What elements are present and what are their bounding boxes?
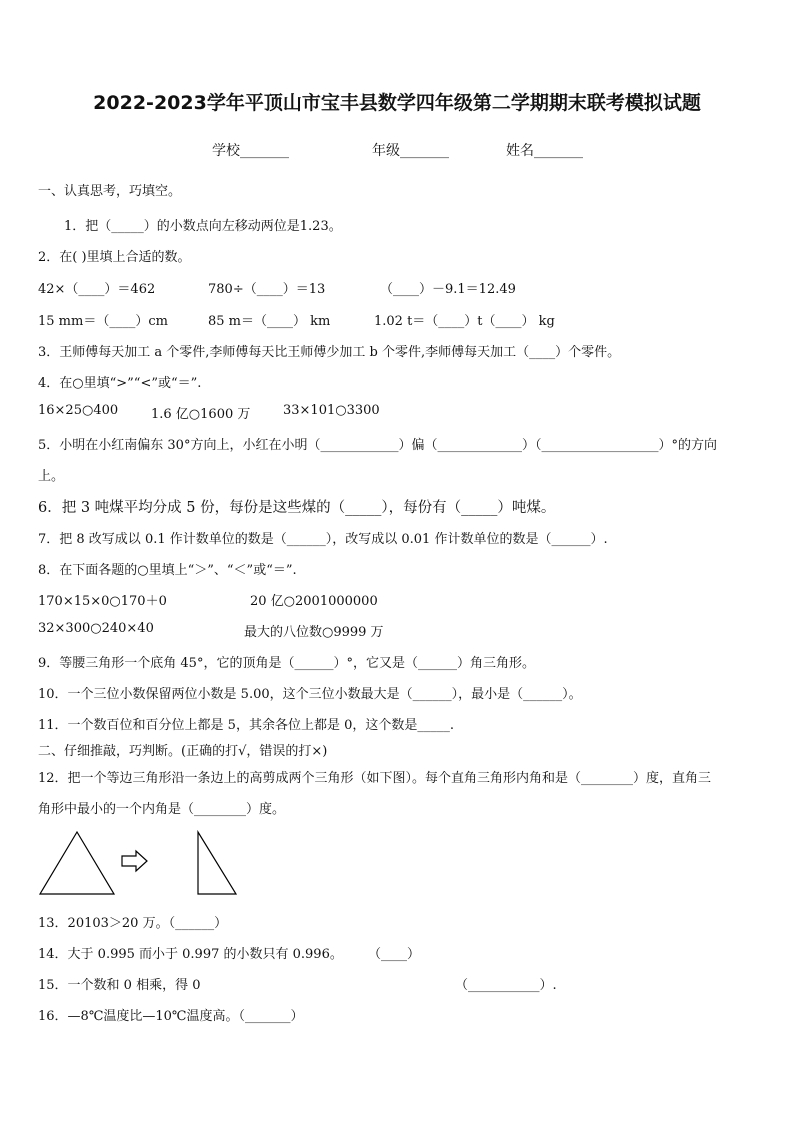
question-14: 14．大于 0.995 而小于 0.997 的小数只有 0.996。 bbox=[38, 947, 343, 962]
question-3: 3．王师傅每天加工 a 个零件,李师傅每天比王师傅少加工 b 个零件,李师傅每天加工（____）个零件。 bbox=[38, 345, 621, 360]
section-heading-2: 二、仔细推敲，巧判断。(正确的打√，错误的打×) bbox=[38, 744, 328, 759]
question-16: 16．—8℃温度比—10℃温度高。（_______） bbox=[38, 1009, 304, 1024]
question-1: 1．把（_____）的小数点向左移动两位是1.23。 bbox=[64, 219, 342, 234]
question-12-line-1: 12．把一个等边三角形沿一条边上的高剪成两个三角形（如下图）。每个直角三角形内角和是（________）度，直角三 bbox=[38, 771, 712, 786]
question-7: 7．把 8 改写成以 0.1 作计数单位的数是（______），改写成以 0.01 作计数单位的数是（______）. bbox=[38, 532, 608, 547]
question-2-item-a: 42×（____）＝462 bbox=[38, 282, 156, 297]
question-8: 8．在下面各题的○里填上“＞”、“＜”或“＝”. bbox=[38, 563, 297, 578]
question-2: 2．在( )里填上合适的数。 bbox=[38, 250, 191, 265]
triangle-cut-figure bbox=[36, 830, 246, 900]
question-4: 4．在○里填“>”“<”或“＝”. bbox=[38, 376, 202, 391]
question-14-answer-blank[interactable]: （____） bbox=[368, 947, 421, 962]
question-6: 6．把 3 吨煤平均分成 5 份，每份是这些煤的（_____），每份有（_____）吨煤。 bbox=[38, 500, 556, 516]
question-4-item-a: 16×25○400 bbox=[38, 403, 119, 418]
question-8-item-c: 32×300○240×40 bbox=[38, 621, 154, 636]
question-8-item-d: 最大的八位数○9999 万 bbox=[244, 625, 384, 640]
question-9: 9．等腰三角形一个底角 45°，它的顶角是（______）°，它又是（______）角三角形。 bbox=[38, 656, 535, 671]
question-2-item-f: 1.02 t＝（____）t（____） kg bbox=[374, 314, 555, 329]
question-4-item-c: 33×101○3300 bbox=[283, 403, 380, 418]
question-12-line-2: 角形中最小的一个内角是（________）度。 bbox=[38, 802, 286, 817]
question-2-item-b: 780÷（____）＝13 bbox=[208, 282, 326, 297]
question-5-line-2: 上。 bbox=[38, 469, 65, 484]
question-10: 10．一个三位小数保留两位小数是 5.00，这个三位小数最大是（______），最小是（______）。 bbox=[38, 687, 582, 702]
question-11: 11．一个数百位和百分位上都是 5，其余各位上都是 0，这个数是_____. bbox=[38, 718, 454, 733]
question-5-line-1: 5．小明在小红南偏东 30°方向上，小红在小明（____________）偏（_____________）（__________________）°的方向 bbox=[38, 438, 717, 453]
right-triangle bbox=[198, 832, 236, 894]
page-title: 2022-2023学年平顶山市宝丰县数学四年级第二学期期末联考模拟试题 bbox=[93, 92, 701, 114]
name-field[interactable]: 姓名_______ bbox=[506, 143, 583, 159]
question-4-item-b: 1.6 亿○1600 万 bbox=[151, 407, 251, 422]
question-2-item-d: 15 mm＝（____）cm bbox=[38, 314, 168, 329]
school-field[interactable]: 学校_______ bbox=[212, 143, 289, 159]
question-13: 13．20103＞20 万。（______） bbox=[38, 916, 228, 931]
question-2-item-c: （____）－9.1＝12.49 bbox=[380, 282, 516, 297]
right-arrow-icon bbox=[122, 851, 147, 871]
equilateral-triangle bbox=[40, 832, 114, 894]
grade-field[interactable]: 年级_______ bbox=[372, 143, 449, 159]
question-15: 15．一个数和 0 相乘，得 0 bbox=[38, 978, 201, 993]
question-15-answer-blank[interactable]: （___________）. bbox=[455, 978, 557, 993]
question-8-item-b: 20 亿○2001000000 bbox=[250, 594, 378, 609]
question-2-item-e: 85 m＝（____） km bbox=[208, 314, 331, 329]
question-8-item-a: 170×15×0○170＋0 bbox=[38, 594, 167, 609]
section-heading-1: 一、认真思考，巧填空。 bbox=[38, 184, 182, 199]
